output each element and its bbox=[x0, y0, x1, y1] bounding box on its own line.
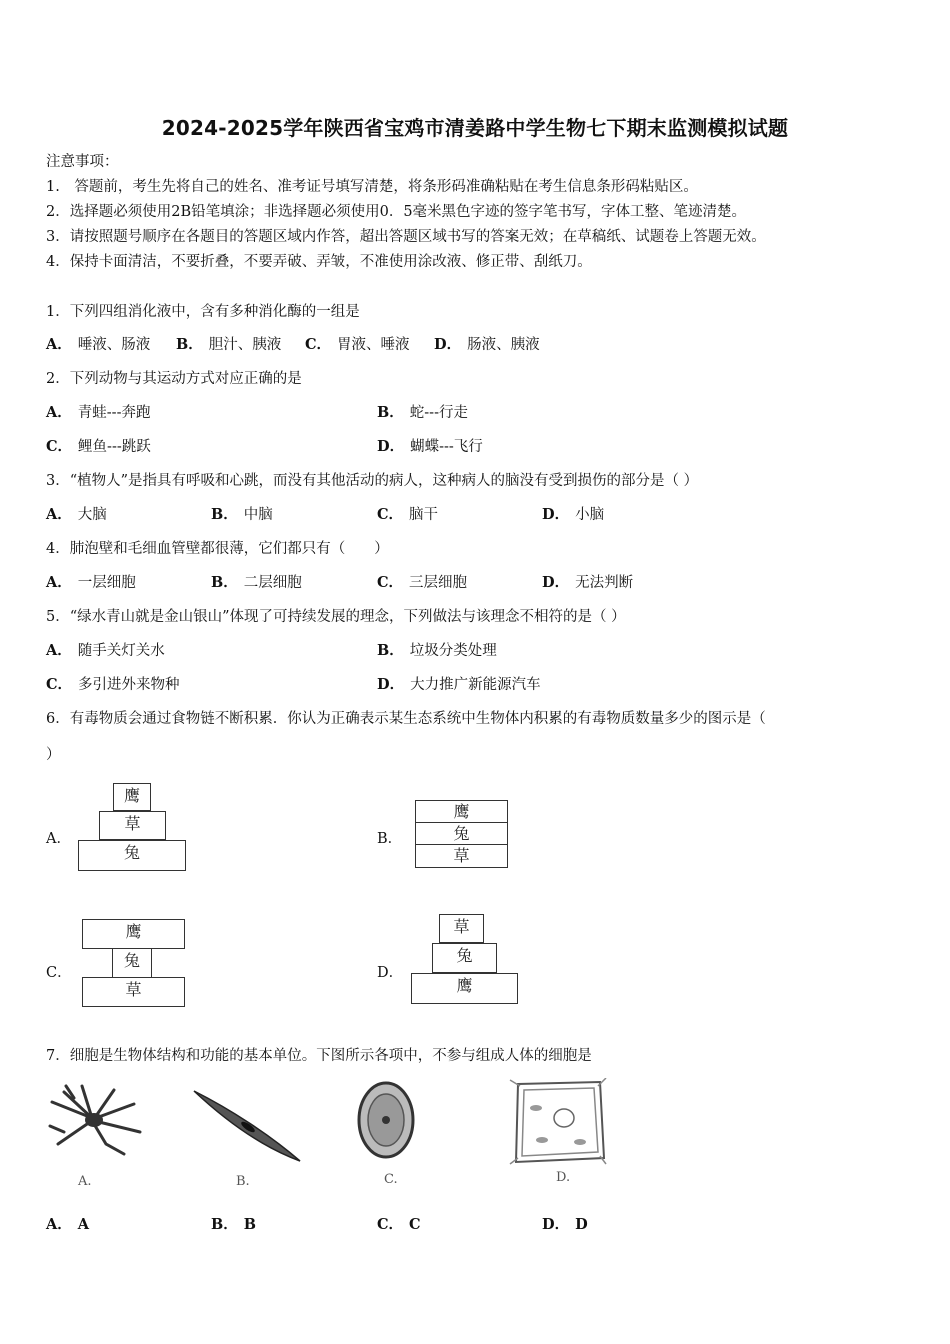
figure-caption-b: B. bbox=[236, 1174, 250, 1189]
question-3-stem: 3．“植物人”是指具有呼吸和心跳，而没有其他活动的病人，这种病人的脑没有受到损伤的部分是（ ） bbox=[46, 473, 699, 489]
q7-option-c[interactable]: C． C bbox=[377, 1216, 421, 1233]
question-5-stem: 5．“绿水青山就是金山银山”体现了可持续发展的理念，下列做法与该理念不相符的是（ ） bbox=[46, 609, 626, 625]
q2-option-c[interactable]: C． 鲤鱼---跳跃 bbox=[46, 438, 151, 455]
pyramid-block: 兔 bbox=[432, 943, 497, 973]
pyramid-block: 鹰 bbox=[113, 783, 151, 811]
q2-option-d[interactable]: D． 蝴蝶---飞行 bbox=[377, 438, 483, 455]
q5-option-d[interactable]: D． 大力推广新能源汽车 bbox=[377, 676, 541, 693]
muscle-cell-figure bbox=[190, 1085, 305, 1165]
q7-option-d[interactable]: D． D bbox=[542, 1216, 588, 1233]
question-7-stem: 7．细胞是生物体结构和功能的基本单位。下图所示各项中，不参与组成人体的细胞是 bbox=[46, 1048, 592, 1064]
q2-option-b[interactable]: B． 蛇---行走 bbox=[377, 404, 468, 421]
page-title: 2024-2025学年陕西省宝鸡市清姜路中学生物七下期末监测模拟试题 bbox=[161, 116, 789, 140]
pyramid-block: 鹰 bbox=[411, 973, 518, 1004]
q3-option-b[interactable]: B． 中脑 bbox=[211, 506, 273, 523]
q4-option-d[interactable]: D． 无法判断 bbox=[542, 574, 634, 591]
q6-option-c-diagram[interactable] bbox=[82, 919, 187, 1009]
question-6-stem: 6．有毒物质会通过食物链不断积累．你认为正确表示某生态系统中生物体内积累的有毒物质数量多少的图示是（ bbox=[46, 711, 766, 727]
q6-option-c-label[interactable]: C． bbox=[46, 965, 72, 981]
pyramid-block: 草 bbox=[99, 811, 166, 840]
q4-option-b[interactable]: B． 二层细胞 bbox=[211, 574, 302, 591]
notice-item: 2．选择题必须使用2B铅笔填涂；非选择题必须使用0．5毫米黑色字迹的签字笔书写，字体工整、笔迹清楚。 bbox=[46, 204, 747, 220]
q2-option-a[interactable]: A． 青蛙---奔跑 bbox=[46, 404, 151, 421]
q6-option-d-diagram[interactable] bbox=[411, 914, 521, 1006]
notice-item: 4．保持卡面清洁，不要折叠，不要弄破、弄皱，不准使用涂改液、修正带、刮纸刀。 bbox=[46, 254, 592, 270]
question-4-stem: 4．肺泡壁和毛细血管壁都很薄，它们都只有（ ） bbox=[46, 541, 389, 557]
pyramid-block: 兔 bbox=[78, 840, 186, 871]
q3-option-d[interactable]: D． 小脑 bbox=[542, 506, 605, 523]
q6-option-b-diagram[interactable] bbox=[415, 800, 510, 870]
q6-option-b-label[interactable]: B． bbox=[377, 831, 403, 847]
q7-option-a[interactable]: A． A bbox=[46, 1216, 90, 1233]
question-6-stem-cont: ） bbox=[46, 747, 61, 763]
q1-option-c[interactable]: C． 胃液、唾液 bbox=[305, 336, 410, 353]
question-2-stem: 2．下列动物与其运动方式对应正确的是 bbox=[46, 371, 302, 387]
q1-option-d[interactable]: D． 肠液、胰液 bbox=[434, 336, 540, 353]
stack-block: 草 bbox=[415, 844, 508, 868]
neuron-cell-figure bbox=[44, 1082, 144, 1162]
q7-option-b[interactable]: B． B bbox=[211, 1216, 257, 1233]
notice-item: 1. 答题前，考生先将自己的姓名、准考证号填写清楚，将条形码准确粘贴在考生信息条形码粘贴区。 bbox=[46, 179, 698, 195]
q6-option-a-label[interactable]: A． bbox=[46, 831, 71, 847]
q5-option-c[interactable]: C． 多引进外来物种 bbox=[46, 676, 180, 693]
stack-block: 兔 bbox=[415, 822, 508, 846]
figure-caption-a: A. bbox=[78, 1174, 92, 1189]
q5-option-a[interactable]: A． 随手关灯关水 bbox=[46, 642, 165, 659]
stack-block: 兔 bbox=[112, 948, 152, 978]
q6-option-d-label[interactable]: D． bbox=[377, 965, 404, 981]
q1-option-a[interactable]: A． 唾液、肠液 bbox=[46, 336, 151, 353]
question-1-stem: 1．下列四组消化液中，含有多种消化酶的一组是 bbox=[46, 304, 360, 320]
pyramid-block: 草 bbox=[439, 914, 484, 943]
notice-item: 3．请按照题号顺序在各题目的答题区域内作答，超出答题区域书写的答案无效；在草稿纸、试题卷上答题无效。 bbox=[46, 229, 766, 245]
q5-option-b[interactable]: B． 垃圾分类处理 bbox=[377, 642, 497, 659]
egg-cell-figure bbox=[356, 1080, 416, 1160]
stack-block: 鹰 bbox=[82, 919, 185, 949]
q1-option-b[interactable]: B． 胆汁、胰液 bbox=[176, 336, 282, 353]
stack-block: 鹰 bbox=[415, 800, 508, 824]
q3-option-a[interactable]: A． 大脑 bbox=[46, 506, 107, 523]
figure-caption-c: C. bbox=[384, 1172, 398, 1187]
q4-option-c[interactable]: C． 三层细胞 bbox=[377, 574, 468, 591]
q4-option-a[interactable]: A． 一层细胞 bbox=[46, 574, 136, 591]
figure-caption-d: D. bbox=[556, 1170, 571, 1185]
q6-option-a-diagram[interactable] bbox=[78, 783, 188, 873]
notice-heading: 注意事项： bbox=[46, 154, 119, 170]
plant-cell-figure bbox=[508, 1078, 608, 1166]
q3-option-c[interactable]: C． 脑干 bbox=[377, 506, 439, 523]
stack-block: 草 bbox=[82, 977, 185, 1007]
